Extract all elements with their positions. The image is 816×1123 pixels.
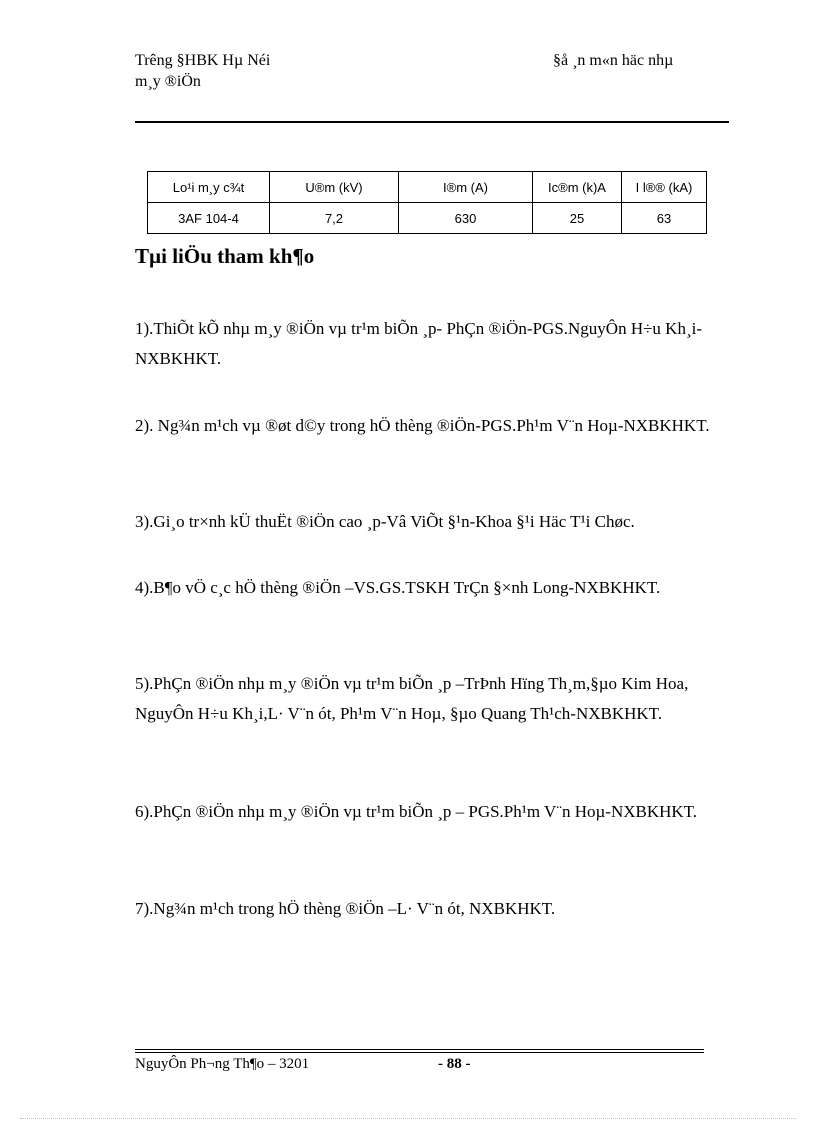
table-cell: 630: [399, 203, 533, 234]
reference-item: 7).Ng¾n m¹ch trong hÖ thèng ®iÖn –L· V¨n ót, NXBKHKT.: [135, 899, 556, 918]
header-project-title: §å ¸n m«n häc nhµ: [553, 52, 674, 69]
table-header-cell: Lo¹i m¸y c¾t: [148, 172, 270, 203]
table-header-cell: Ic®m (k)A: [533, 172, 622, 203]
header-left: [135, 50, 270, 92]
footer-rule: [135, 1052, 704, 1053]
footer-rule: [135, 1049, 704, 1050]
table-header-cell: I l®® (kA): [622, 172, 707, 203]
table-cell: 7,2: [270, 203, 399, 234]
page-edge-divider: [20, 1118, 796, 1119]
breaker-spec-table: [147, 171, 707, 234]
reference-item: 4).B¶o vÖ c¸c hÖ thèng ®iÖn –VS.GS.TSKH TrÇn §×nh Long-NXBKHKT.: [135, 578, 661, 597]
reference-item: 3).Gi¸o tr×nh kÜ thuËt ®iÖn cao ¸p-Vâ ViÕt §¹n-Khoa §¹i Häc T¹i Chøc.: [135, 512, 635, 531]
reference-item: 2). Ng¾n m¹ch vµ ®øt d©y trong hÖ thèng ®iÖn-PGS.Ph¹m V¨n Hoµ-NXBKHKT.: [135, 416, 710, 435]
page-number: - 88 -: [438, 1056, 471, 1072]
references-heading: Tµi liÖu tham kh¶o: [135, 244, 315, 268]
header-subject: m¸y ®iÖn: [135, 73, 201, 90]
table-header-row: [148, 172, 707, 203]
table-header-cell: I®m (A): [399, 172, 533, 203]
reference-item: 1).ThiÕt kÕ nhµ m¸y ®iÖn vµ tr¹m biÕn ¸p- PhÇn ®iÖn-PGS.NguyÔn H÷u Kh¸i-NXBKHKT.: [135, 319, 703, 368]
table-header-cell: U®m (kV): [270, 172, 399, 203]
table-cell: 63: [622, 203, 707, 234]
footer-author: NguyÔn Ph¬ng Th¶o – 3201: [135, 1056, 310, 1072]
header-rule: [135, 121, 729, 123]
reference-item: 6).PhÇn ®iÖn nhµ m¸y ®iÖn vµ tr¹m biÕn ¸p – PGS.Ph¹m V¨n Hoµ-NXBKHKT.: [135, 802, 698, 821]
table-row: [148, 203, 707, 234]
table-cell: 3AF 104-4: [148, 203, 270, 234]
header-school: Trêng §HBK Hµ Néi: [135, 52, 271, 69]
reference-item: 5).PhÇn ®iÖn nhµ m¸y ®iÖn vµ tr¹m biÕn ¸p –TrÞnh Hïng Th¸m,§µo Kim Hoa, NguyÔn H÷u Kh¸i,L· V¨n ót, Ph¹m V¨n Hoµ, §µo Quang Th¹ch-NXBKHKT.: [135, 674, 689, 723]
table-cell: 25: [533, 203, 622, 234]
